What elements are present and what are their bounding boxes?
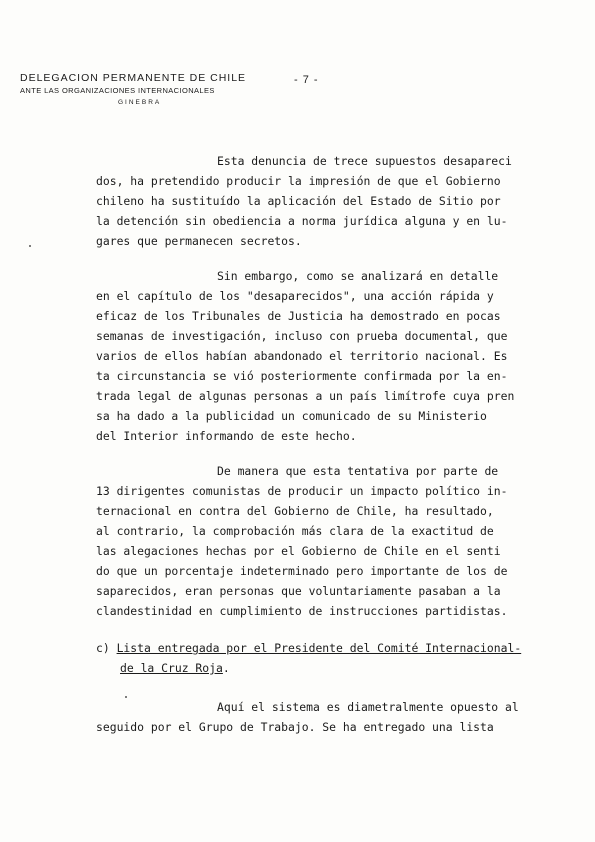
text-line: semanas de investigación, incluso con prueba documental, que xyxy=(96,329,508,343)
text-line: Aquí el sistema es diametralmente opuesto al xyxy=(217,700,519,714)
text-line: trada legal de algunas personas a un país limítrofe cuya pren xyxy=(96,389,515,403)
text-line: Esta denuncia de trece supuestos desapareci xyxy=(217,154,512,168)
text-line: sa ha dado a la publicidad un comunicado de su Ministerio xyxy=(96,409,487,423)
letterhead-line-2: ANTE LAS ORGANIZACIONES INTERNACIONALES xyxy=(20,86,215,95)
section-heading xyxy=(96,641,521,655)
text-line: clandestinidad en cumplimiento de instrucciones partidistas. xyxy=(96,604,508,618)
scan-speck xyxy=(125,696,127,698)
scan-speck xyxy=(29,245,31,247)
text-line: las alegaciones hechas por el Gobierno de Chile en el senti xyxy=(96,544,501,558)
text-line: Sin embargo, como se analizará en detalle xyxy=(217,269,499,283)
text-line: eficaz de los Tribunales de Justicia ha demostrado en pocas xyxy=(96,309,501,323)
letterhead xyxy=(20,72,246,109)
section-title-period: . xyxy=(222,661,230,675)
text-line: 13 dirigentes comunistas de producir un impacto político in- xyxy=(96,484,508,498)
text-line: la detención sin obediencia a norma jurídica alguna y en lu- xyxy=(96,214,508,228)
text-line: ta circunstancia se vió posteriormente confirmada por la en- xyxy=(96,369,508,383)
text-line: del Interior informando de este hecho. xyxy=(96,429,357,443)
text-line: ternacional en contra del Gobierno de Chile, ha resultado, xyxy=(96,504,494,518)
letterhead-line-1: DELEGACION PERMANENTE DE CHILE xyxy=(20,72,247,84)
page-number: - 7 - xyxy=(294,74,319,86)
text-line: dos, ha pretendido producir la impresión de que el Gobierno xyxy=(96,174,501,188)
text-line: De manera que esta tentativa por parte de xyxy=(217,464,499,478)
text-line: saparecidos, eran personas que voluntariamente pasaban a la xyxy=(96,584,501,598)
text-line: do que un porcentaje indeterminado pero importante de los de xyxy=(96,564,508,578)
section-title-line-1: Lista entregada por el Presidente del Comité Internacional- xyxy=(116,641,522,655)
text-line: al contrario, la comprobación más clara de la exactitud de xyxy=(96,524,494,538)
section-heading-cont xyxy=(120,661,230,675)
text-line: seguido por el Grupo de Trabajo. Se ha entregado una lista xyxy=(96,720,494,734)
letterhead-line-3: GINEBRA xyxy=(118,99,162,106)
section-title-line-2: de la Cruz Roja xyxy=(120,661,223,675)
text-line: varios de ellos habían abandonado el territorio nacional. Es xyxy=(96,349,508,363)
section-marker: c) xyxy=(96,641,117,655)
text-line: gares que permanecen secretos. xyxy=(96,234,302,248)
text-line: en el capítulo de los "desaparecidos", una acción rápida y xyxy=(96,289,494,303)
text-line: chileno ha sustituído la aplicación del Estado de Sitio por xyxy=(96,194,501,208)
